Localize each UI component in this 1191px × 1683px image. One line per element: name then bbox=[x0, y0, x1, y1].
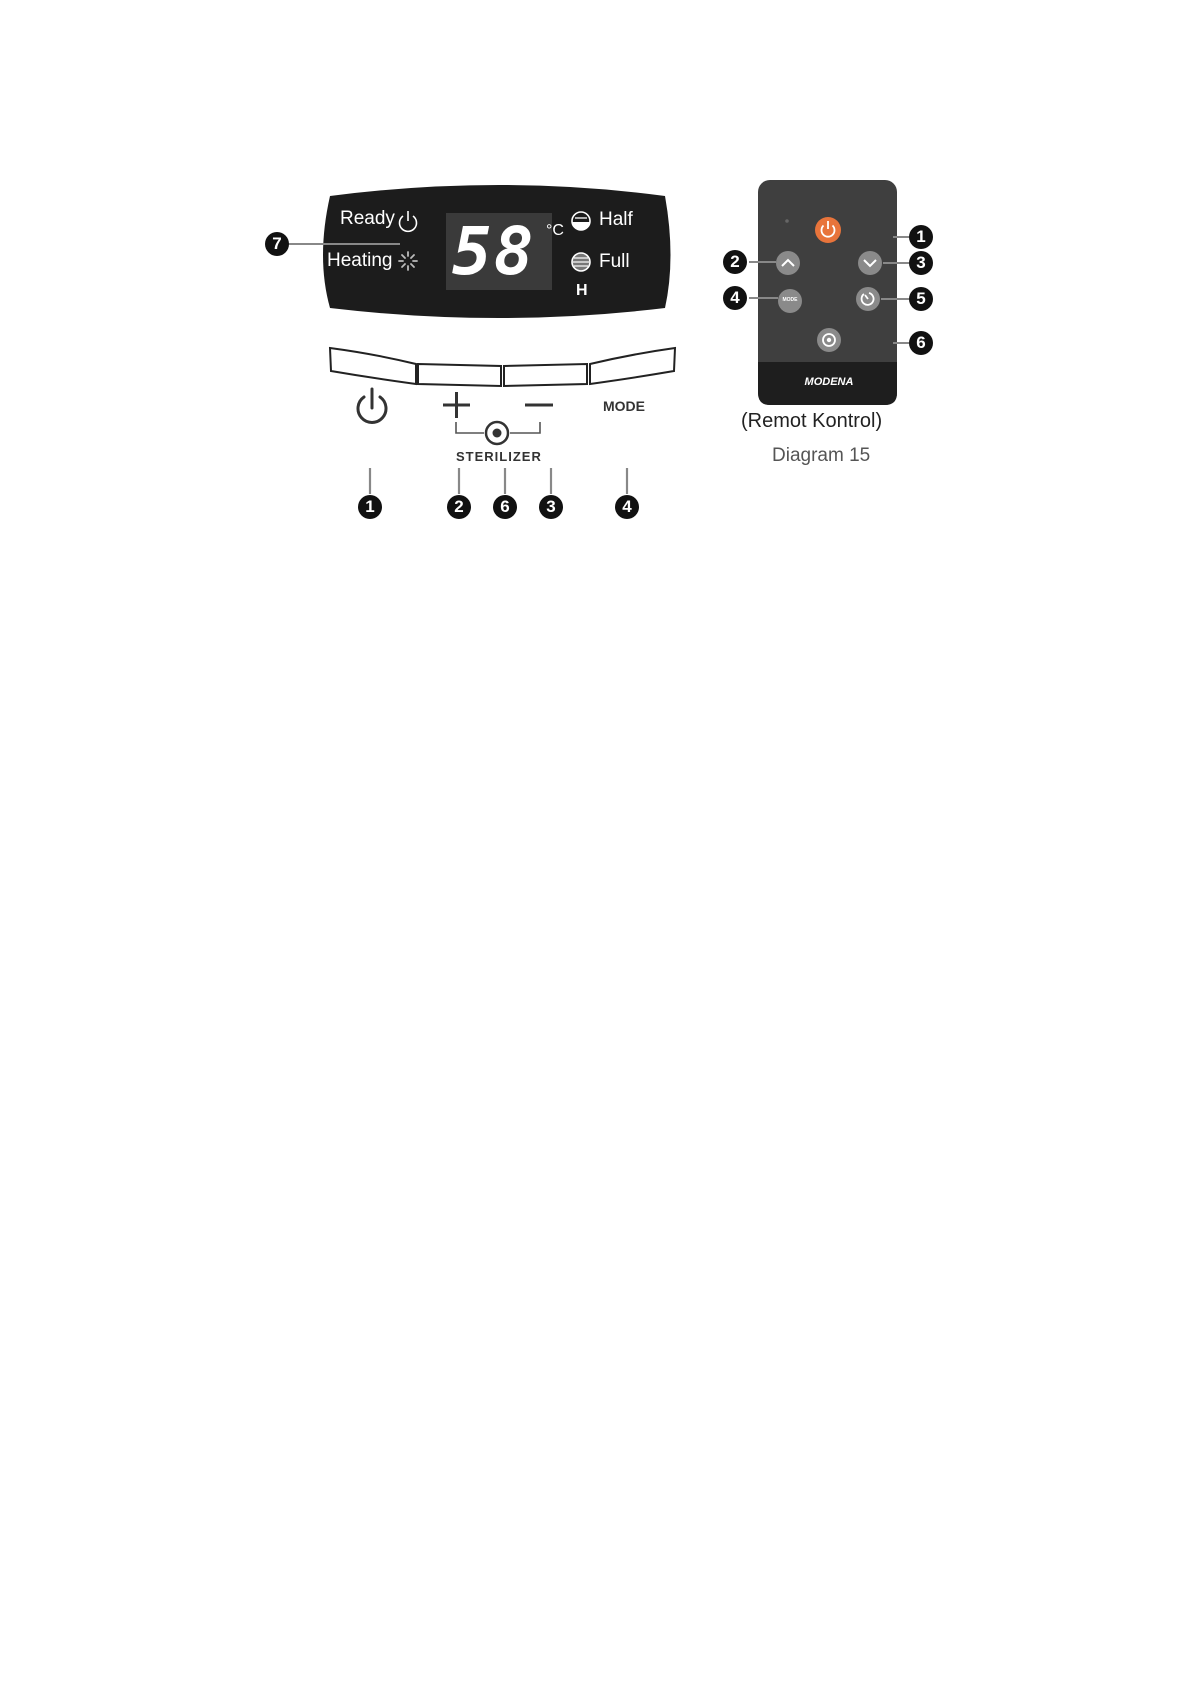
temperature-unit: °C bbox=[546, 222, 564, 239]
diagram-label: Diagram 15 bbox=[772, 445, 871, 466]
callout-6: 6 bbox=[500, 497, 510, 516]
remote-sterilizer-button[interactable] bbox=[817, 328, 841, 352]
remote-mode-label: MODE bbox=[782, 297, 798, 303]
sterilizer-icon bbox=[486, 422, 508, 444]
remote-callout-5: 5 bbox=[916, 289, 926, 308]
remote-callout-1: 1 bbox=[916, 227, 926, 246]
full-tank-icon bbox=[572, 253, 590, 271]
remote-timer-button[interactable] bbox=[856, 287, 880, 311]
remote-callout-3: 3 bbox=[916, 253, 926, 272]
power-icon bbox=[358, 389, 386, 422]
level-half-label: Half bbox=[599, 209, 633, 230]
callout-2: 2 bbox=[454, 497, 464, 516]
mode-touch-key[interactable] bbox=[590, 348, 675, 384]
power-touch-key[interactable] bbox=[330, 348, 416, 384]
minus-touch-key[interactable] bbox=[504, 364, 587, 386]
remote-callout-4: 4 bbox=[730, 288, 740, 307]
level-full-label: Full bbox=[599, 251, 630, 272]
level-h-label: H bbox=[576, 282, 588, 299]
remote-callout-2: 2 bbox=[730, 252, 740, 271]
remote-brand-logo: MODENA bbox=[804, 376, 854, 388]
temperature-readout: 58 bbox=[452, 213, 536, 290]
mode-label: MODE bbox=[603, 398, 645, 414]
sterilizer-label: STERILIZER bbox=[456, 449, 542, 464]
plus-touch-key[interactable] bbox=[418, 364, 501, 386]
callout-1: 1 bbox=[365, 497, 375, 516]
callout-3: 3 bbox=[546, 497, 556, 516]
status-ready-label: Ready bbox=[340, 208, 395, 229]
plus-icon bbox=[443, 392, 470, 418]
remote-up-button[interactable] bbox=[776, 251, 800, 275]
remote-power-button[interactable] bbox=[815, 217, 841, 243]
remote-caption: (Remot Kontrol) bbox=[741, 410, 883, 432]
remote-ir-led bbox=[785, 219, 789, 223]
remote-callout-6: 6 bbox=[916, 333, 926, 352]
callout-7: 7 bbox=[272, 234, 282, 253]
status-heating-label: Heating bbox=[327, 250, 393, 271]
callout-4: 4 bbox=[622, 497, 632, 516]
touch-key-row bbox=[330, 348, 675, 386]
remote-down-button[interactable] bbox=[858, 251, 882, 275]
panel-callout-leaders bbox=[370, 468, 627, 494]
